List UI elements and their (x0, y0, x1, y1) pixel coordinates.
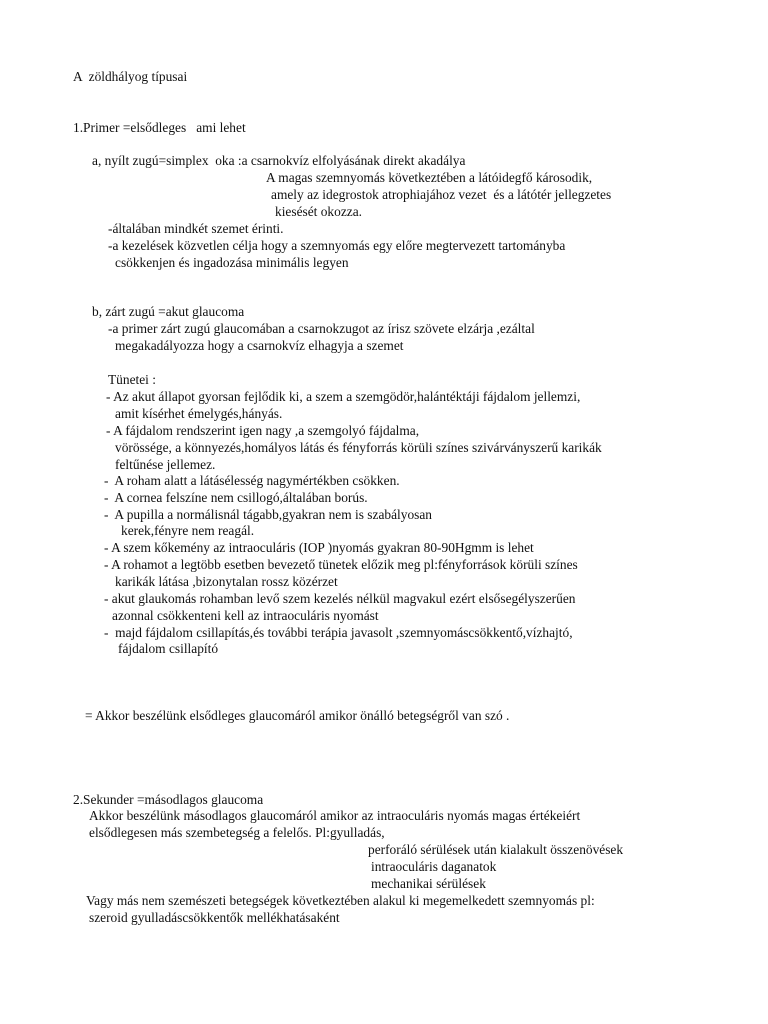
subsection-b-heading: b, zárt zugú =akut glaucoma (92, 304, 245, 319)
symptom-line: - A rohamot a legtöbb esetben bevezető tünetek előzik meg pl:fényforrások körüli színes (104, 557, 578, 572)
symptom-line: - Az akut állapot gyorsan fejlődik ki, a szem a szemgödör,halántéktáji fájdalom jellemzi, (106, 389, 581, 404)
section-1-heading: 1.Primer =elsődleges ami lehet (73, 120, 246, 135)
subsection-a-line: amely az idegrostok atrophiajához vezet és a látótér jellegzetes (271, 187, 612, 202)
symptom-line: - A szem kőkemény az intraoculáris (IOP )nyomás gyakran 80-90Hgmm is lehet (104, 540, 534, 555)
subsection-b-line: megakadályozza hogy a csarnokvíz elhagyja a szemet (115, 338, 404, 353)
symptom-line: vörössége, a könnyezés,homályos látás és fényforrás körüli színes szivárványszerű karikák (115, 440, 602, 455)
subsection-a-line: -általában mindkét szemet érinti. (108, 221, 284, 236)
symptom-line: - A fájdalom rendszerint igen nagy ,a szemgolyó fájdalma, (106, 423, 420, 438)
subsection-a-line: kiesését okozza. (275, 204, 362, 219)
section-1-summary: = Akkor beszélünk elsődleges glaucomáról amikor önálló betegségről van szó . (85, 708, 510, 723)
section-2-line: intraoculáris daganatok (371, 859, 497, 874)
symptom-line: - A roham alatt a látásélesség nagymértékben csökken. (104, 473, 400, 488)
section-2-line: mechanikai sérülések (371, 876, 486, 891)
symptom-line: kerek,fényre nem reagál. (121, 523, 255, 538)
subsection-a-line: csökkenjen és ingadozása minimális legyen (115, 255, 349, 270)
subsection-a-heading: a, nyílt zugú=simplex oka :a csarnokvíz elfolyásának direkt akadálya (92, 153, 466, 168)
document-title: A zöldhályog típusai (73, 69, 188, 84)
section-2-line: Akkor beszélünk másodlagos glaucomáról amikor az intraoculáris nyomás magas értékeiért (89, 808, 581, 823)
symptoms-heading: Tünetei : (108, 372, 156, 387)
symptom-line: - majd fájdalom csillapítás,és további terápia javasolt ,szemnyomáscsökkentő,vízhajtó, (104, 625, 573, 640)
subsection-a-line: -a kezelések közvetlen célja hogy a szemnyomás egy előre megtervezett tartományba (108, 238, 566, 253)
section-2-heading: 2.Sekunder =másodlagos glaucoma (73, 792, 264, 807)
section-2-line: elsődlegesen más szembetegség a felelős. Pl:gyulladás, (89, 825, 385, 840)
symptom-line: feltűnése jellemez. (115, 457, 216, 472)
symptom-line: azonnal csökkenteni kell az intraoculáris nyomást (112, 608, 379, 623)
section-2-line: Vagy más nem szemészeti betegségek következtében alakul ki megemelkedett szemnyomás pl: (86, 893, 595, 908)
symptom-line: karikák látása ,bizonytalan rossz közérzet (115, 574, 338, 589)
symptom-line: amit kísérhet émelygés,hányás. (115, 406, 283, 421)
symptom-line: - A cornea felszíne nem csillogó,általában borús. (104, 490, 368, 505)
symptom-line: fájdalom csillapító (118, 641, 219, 656)
section-2-line: szeroid gyulladáscsökkentők mellékhatásaként (89, 910, 340, 925)
symptom-line: - akut glaukomás rohamban levő szem kezelés nélkül magvakul ezért elsősegélyszerűen (104, 591, 576, 606)
section-2-line: perforáló sérülések után kialakult összenövések (368, 842, 624, 857)
subsection-a-line: A magas szemnyomás következtében a látóidegfő károsodik, (266, 170, 593, 185)
subsection-b-line: -a primer zárt zugú glaucomában a csarnokzugot az írisz szövete elzárja ,ezáltal (108, 321, 535, 336)
symptom-line: - A pupilla a normálisnál tágabb,gyakran nem is szabályosan (104, 507, 432, 522)
